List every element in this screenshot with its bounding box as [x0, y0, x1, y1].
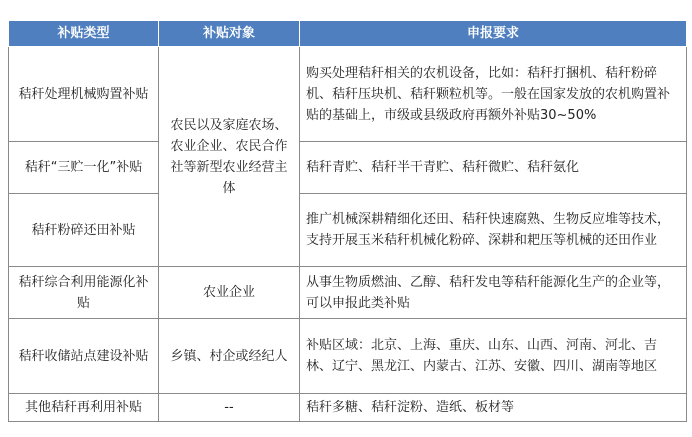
subsidy-table: [8, 20, 687, 422]
table-row: [9, 267, 687, 319]
header-subsidy-type: 补贴类型: [9, 21, 159, 47]
table-row: [9, 194, 687, 267]
row-type-cell: 秸秆“三贮一化”补贴: [9, 142, 159, 194]
row-requirement-cell: 补贴区域：北京、上海、重庆、山东、山西、河南、河北、吉林、辽宁、黑龙江、内蒙古、江苏、安徽、四川、湖南等地区: [300, 319, 687, 394]
row-object-cell: --: [159, 394, 300, 422]
row-object-cell: 农业企业: [159, 267, 300, 319]
table-row: [9, 394, 687, 422]
header-application-requirement: 申报要求: [300, 21, 687, 47]
table-row: [9, 142, 687, 194]
row-object-cell: 乡镇、村企或经纪人: [159, 319, 300, 394]
row-type-cell: 其他秸秆再利用补贴: [9, 394, 159, 422]
row-requirement-cell: 秸秆青贮、秸秆半干青贮、秸秆微贮、秸秆氨化: [300, 142, 687, 194]
header-subsidy-object: 补贴对象: [159, 21, 300, 47]
row-requirement-cell: 从事生物质燃油、乙醇、秸秆发电等秸秆能源化生产的企业等，可以申报此类补贴: [300, 267, 687, 319]
row-object-cell: [159, 47, 300, 267]
table-row: [9, 47, 687, 142]
row-requirement-cell: 秸秆多糖、秸秆淀粉、造纸、板材等: [300, 394, 687, 422]
row-type-cell: 秸秆收储站点建设补贴: [9, 319, 159, 394]
row-type-cell: 秸秆处理机械购置补贴: [9, 47, 159, 142]
object-text: 农民以及家庭农场、农业企业、农民合作社等新型农业经营主体: [170, 117, 288, 196]
row-requirement-cell: 购买处理秸秆相关的农机设备，比如：秸秆打捆机、秸秆粉碎机、秸秆压块机、秸秆颗粒机等。一般在国家发放的农机购置补贴的基础上，市级或县级政府再额外补贴30~50%: [300, 47, 687, 142]
row-requirement-cell: 推广机械深耕精细化还田、秸秆快速腐熟、生物反应堆等技术，支持开展玉米秸秆机械化粉碎、深耕和耙压等机械的还田作业: [300, 194, 687, 267]
row-type-cell: 秸秆粉碎还田补贴: [9, 194, 159, 267]
table-header-row: [9, 21, 687, 47]
table-row: [9, 319, 687, 394]
row-type-cell: 秸秆综合利用能源化补贴: [9, 267, 159, 319]
